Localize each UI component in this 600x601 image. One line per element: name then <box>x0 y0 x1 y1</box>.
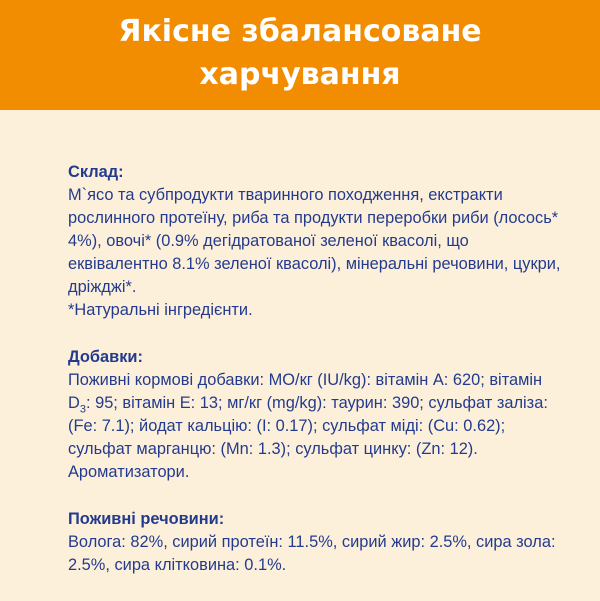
header-banner <box>0 0 600 110</box>
composition-heading: Склад: <box>68 163 124 181</box>
additives-heading: Добавки: <box>68 348 143 366</box>
composition-note: *Натуральні інгредієнти. <box>68 301 253 319</box>
nutrients-heading: Поживні речовини: <box>68 510 225 528</box>
page-title-line-2: харчування <box>199 57 401 92</box>
composition-section <box>68 161 568 322</box>
vitamin-d-subscript: 3 <box>79 403 86 416</box>
content-area <box>68 161 568 601</box>
additives-text-part-2: : 95; вітамін Е: 13; мг/кг (mg/kg): таурин: 390; сульфат заліза: (Fe: 7.1); йодат кальцію: (I: 0.17); сульфат міді: (Cu: 0.62); сульфат марганцю: (Mn: 1.3); сульфат цинку: (Zn: 12). <box>68 394 548 458</box>
additives-section <box>68 346 568 484</box>
nutrients-text: Волога: 82%, сирий протеїн: 11.5%, сирий жир: 2.5%, сира зола: 2.5%, сира клітковина: 0.1%. <box>68 533 556 574</box>
page-title <box>0 10 600 96</box>
additives-text-part-1: Поживні кормові добавки: МО/кг (IU/kg): вітамін А: 620; вітамін D <box>68 371 543 412</box>
page-title-line-1: Якісне збалансоване <box>118 14 482 49</box>
additives-text <box>68 369 568 461</box>
nutrients-section <box>68 508 568 577</box>
additives-flavourings: Ароматизатори. <box>68 463 190 481</box>
composition-text: М`ясо та субпродукти тваринного походження, екстракти рослинного протеїну, риба та продукти переробки риби (лосось* 4%), овочі* (0.9% дегідратованої зеленої квасолі, що еквівалентно 8.1% зеленої квасолі), мінеральні речовини, цукри, дріжджі*. <box>68 186 561 296</box>
